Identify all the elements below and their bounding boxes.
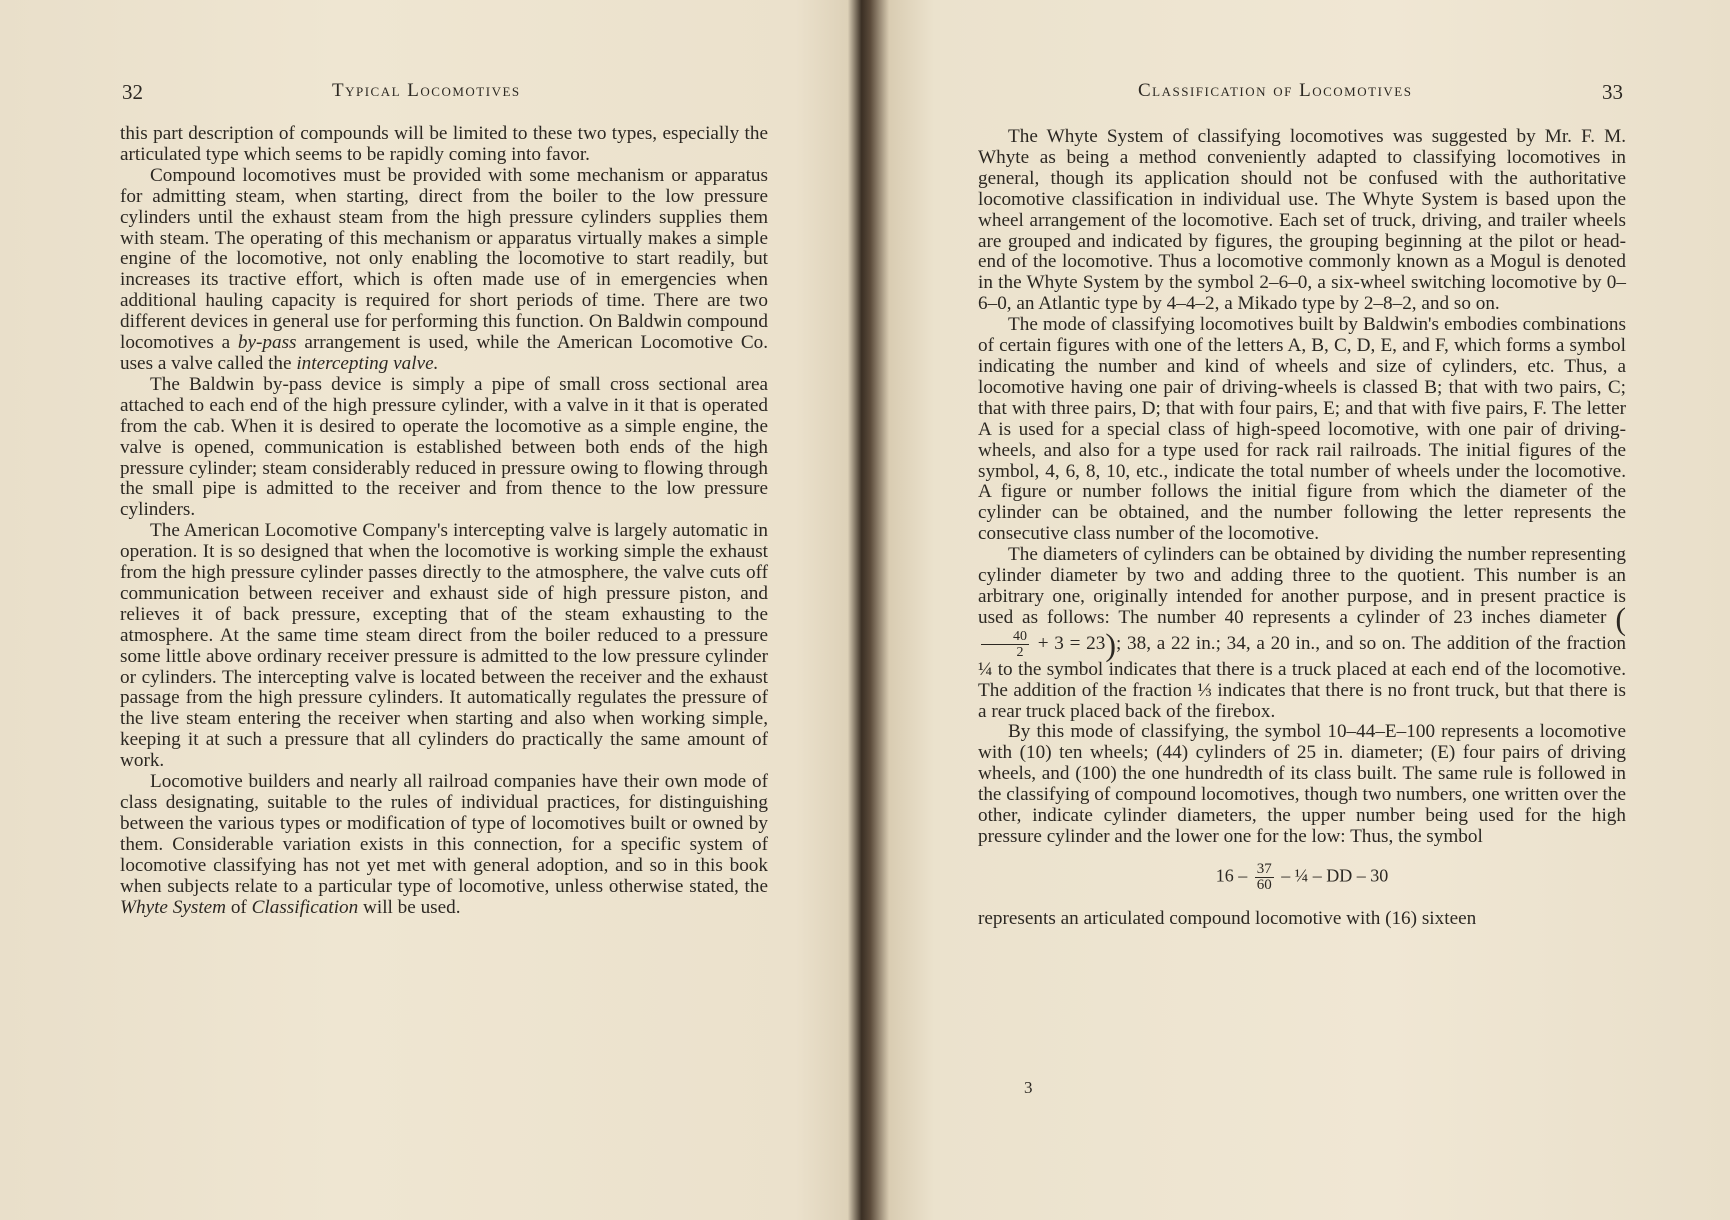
paragraph: By this mode of classifying, the symbol 10–44–E–100 represents a locomotive with (10) ten wheels; (44) cylinders of 25 in. diameter; (E) four pairs of driving wheels, and (100) the one hundredth of its class built. The same rule is followed in the classifying of compound locomotives, though two numbers, one written over the other, indicate cylinder diameters, the upper number being used for the high pressure cylinder and the lower one for the low: Thus, the symbol <box>978 721 1626 847</box>
paragraph: The Baldwin by-pass device is simply a pipe of small cross sectional area attached to each end of the high pressure cylinder, with a valve in it that is operated from the cab. When it is desired to operate the locomotive as a simple engine, the valve is opened, communication is established between both ends of the high pressure cylinder; steam considerably reduced in pressure owing to flowing through the small pipe is admitted to the receiver and from thence to the low pressure cylinders. <box>120 373 768 521</box>
class-symbol-formula: 16 – $\frac{37}{60}$ – ¼ – DD – 30 <box>1215 860 1389 893</box>
paragraph: Compound locomotives must be provided with some mechanism or apparatus for admitting steam, when starting, direct from the boiler to the low pressure cylinders until the exhaust steam from the high pressure cylinders supplies them with steam. The operating of this mechanism or apparatus virtually makes a simple engine of the locomotive, not only enabling the locomotive to start readily, but increases its tractive effort, which is often made use of in emergencies when additional hauling capacity is required for short periods of time. There are two different devices in general use for performing this function. On Baldwin compound locomotives a by-pass arrangement is used, while the American Locomotive Co. uses a valve called the intercepting valve. <box>120 164 769 374</box>
body-text <box>978 127 1626 930</box>
paragraph: this part description of compounds will be limited to these two types, especially the articulated type which seems to be rapidly coming into favor. <box>120 123 768 165</box>
page-number: 32 <box>122 80 143 104</box>
paragraph: The diameters of cylinders can be obtained by dividing the number representing cylinder diameter by two and adding three to the quotient. This number is an arbitrary one, originally intended for another purpose, and in present practice is used as follows: The number 40 represents a cylinder of 23 inches diameter ( $\frac{40}{2}$ + 3 = 23); 38, a 22 in.; 34, a 20 in., and so on. The addition of the fraction ¼ to the symbol indicates that there is a truck placed at each end of the locomotive. The addition of the fraction ⅓ indicates that there is no front truck, but that there is a rear truck placed back of the firebox. <box>978 544 1627 722</box>
running-head: Typical Locomotives <box>332 80 521 101</box>
left-page <box>0 0 858 1220</box>
right-page <box>872 0 1730 1220</box>
paragraph: represents an articulated compound locomotive with (16) sixteen <box>978 907 1477 929</box>
signature-mark: 3 <box>1024 1078 1033 1097</box>
fraction: $\frac{37}{60}$ <box>1256 860 1272 893</box>
paragraph: The American Locomotive Company's intercepting valve is largely automatic in operation. It is so designed that when the locomotive is working simple the exhaust from the high pressure cylinder passes directly to the atmosphere, the valve cuts off communication between receiver and exhaust side of high pressure piston, and relieves it of back pressure, excepting that of the steam exhausting to the atmosphere. At the same time steam direct from the boiler reduced to a pressure some little above ordinary receiver pressure is admitted to the low pressure cylinder or cylinders. The intercepting valve is located between the receiver and the exhaust passage from the high pressure cylinders. It automatically regulates the pressure of the live steam entering the receiver when starting and also when working simple, keeping it at such a pressure that all cylinders do practically the same amount of work. <box>120 520 768 772</box>
emphasis: intercepting valve. <box>296 352 439 374</box>
paragraph: The mode of classifying locomotives built by Baldwin's embodies combinations of certain figures with one of the letters A, B, C, D, E, and F, which forms a symbol indicating the number and kind of wheels and size of cylinders, etc. Thus, a locomotive having one pair of driving-wheels is classed B; that with two pairs, C; that with three pairs, D; that with four pairs, E; and that with five pairs, F. The letter A is used for a special class of high-speed locomotive, with one pair of driving-wheels, and also for a type used for rack rail railroads. The initial figures of the symbol, 4, 6, 8, 10, etc., indicate the total number of wheels under the locomotive. A figure or number follows the initial figure from which the diameter of the cylinder can be obtained, and the number following the letter represents the consecutive class number of the locomotive. <box>978 314 1626 545</box>
paragraph: The Whyte System of classifying locomotives was suggested by Mr. F. M. Whyte as being a method conveniently adapted to classifying locomotives in general, though its application should not be confused with the authoritative locomotive classification in individual use. The Whyte System is based upon the wheel arrangement of the locomotive. Each set of truck, driving, and trailer wheels are grouped and indicated by figures, the grouping beginning at the pilot or head-end of the locomotive. Thus a locomotive commonly known as a Mogul is denoted in the Whyte System by the symbol 2–6–0, a six-wheel switching locomotive by 0–6–0, an Atlantic type by 4–4–2, a Mikado type by 2–8–2, and so on. <box>978 126 1626 315</box>
page-number: 33 <box>1602 80 1623 104</box>
emphasis: Whyte System <box>120 896 227 918</box>
fraction: $\frac{40}{2}$ <box>981 629 1029 660</box>
emphasis: by-pass <box>237 332 297 354</box>
running-head: Classification of Locomotives <box>1138 80 1413 101</box>
paragraph: Locomotive builders and nearly all railroad companies have their own mode of class designating, suitable to the rules of individual practices, for distinguishing between the various types or modification of type of locomotives built or owned by them. Considerable variation exists in this connection, for a specific system of locomotive classifying has not yet met with general adoption, and so in this book when subjects relate to a particular type of locomotive, unless otherwise stated, the Whyte System of Classification will be used. <box>120 771 768 918</box>
body-text <box>120 124 768 918</box>
emphasis: Classification <box>251 896 359 918</box>
